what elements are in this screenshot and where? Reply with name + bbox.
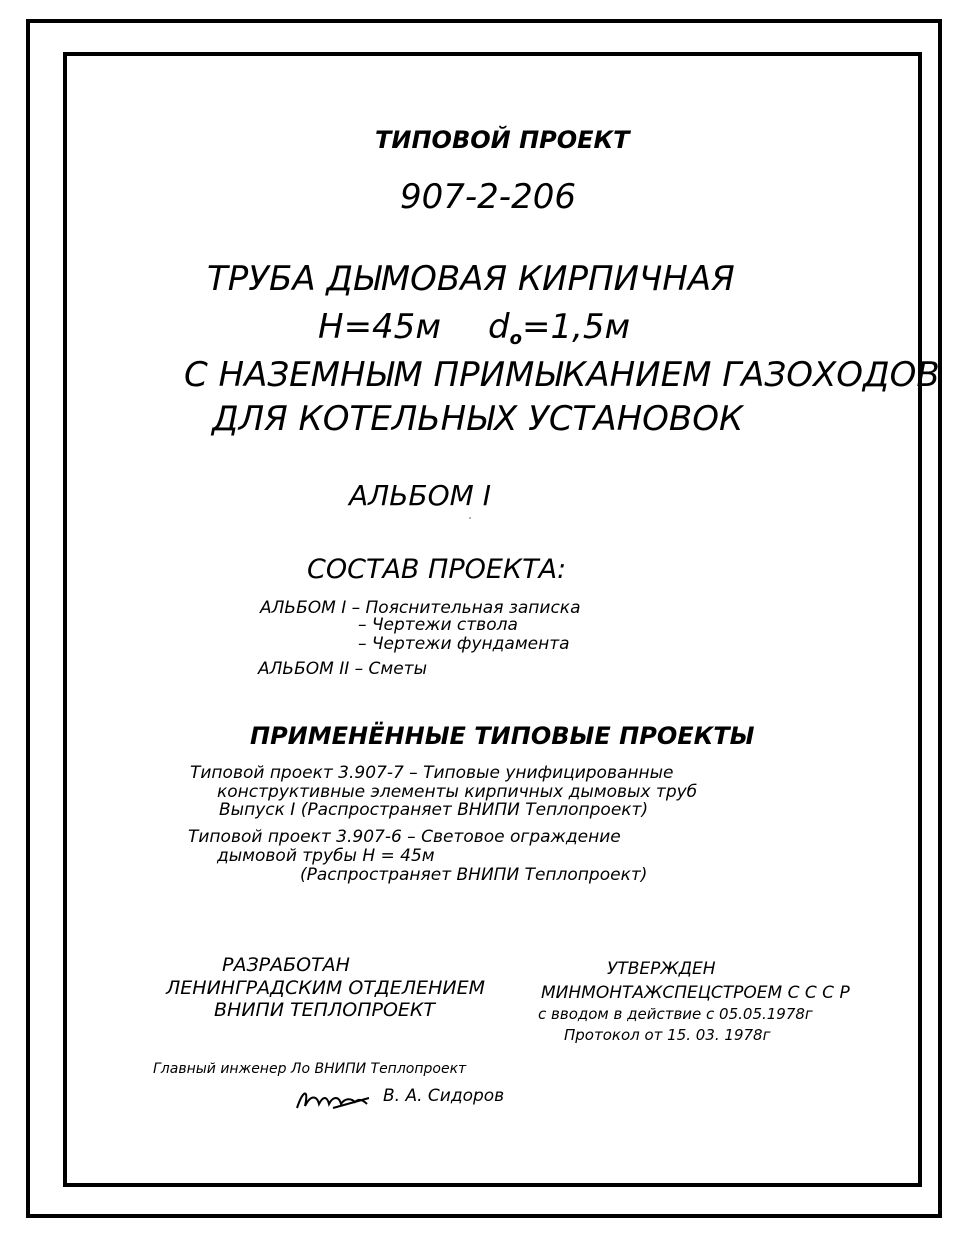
applied-line: Выпуск I (Распространяет ВНИПИ Теплопроект) [219,800,649,820]
composition-heading: СОСТАВ ПРОЕКТА: [307,554,567,585]
handwritten-signature [293,1084,373,1114]
approved-line: с вводом в действие с 05.05.1978г [538,1005,813,1023]
composition-line: АЛЬБОМ II – Сметы [258,659,428,679]
developed-line: ВНИПИ ТЕПЛОПРОЕКТ [214,999,436,1021]
project-number: 907-2-206 [400,177,576,217]
signatory-name: В. А. Сидоров [383,1086,505,1106]
chief-engineer-line: Главный инженер Ло ВНИПИ Теплопроект [153,1061,467,1077]
smudge [469,517,471,519]
approved-line: УТВЕРЖДЕН [607,959,716,979]
developed-line: РАЗРАБОТАН [222,954,350,976]
project-type-label: ТИПОВОЙ ПРОЕКТ [375,126,630,154]
applied-line: конструктивные элементы кирпичных дымовых труб [217,782,698,802]
title-line-3: С НАЗЕМНЫМ ПРИМЫКАНИЕМ ГАЗОХОДОВ [184,355,940,395]
title-diameter [488,307,631,349]
applied-line: Типовой проект 3.907-6 – Световое ограждение [188,827,621,847]
album-label: АЛЬБОМ I [349,479,491,512]
diameter-symbol: d [488,307,510,347]
diameter-value: =1,5м [521,307,631,347]
composition-line: – Чертежи фундамента [358,634,570,654]
title-line-4: ДЛЯ КОТЕЛЬНЫХ УСТАНОВОК [212,399,744,439]
composition-line: АЛЬБОМ I – Пояснительная записка [260,598,581,618]
applied-line: Типовой проект 3.907-7 – Типовые унифицированные [190,763,674,783]
title-line-1: ТРУБА ДЫМОВАЯ КИРПИЧНАЯ [207,259,735,299]
applied-heading: ПРИМЕНЁННЫЕ ТИПОВЫЕ ПРОЕКТЫ [250,722,755,750]
applied-line: (Распространяет ВНИПИ Теплопроект) [300,865,648,885]
developed-line: ЛЕНИНГРАДСКИМ ОТДЕЛЕНИЕМ [166,977,485,999]
title-height: Н=45м [318,307,441,347]
approved-line: Протокол от 15. 03. 1978г [564,1026,771,1044]
approved-line: МИНМОНТАЖСПЕЦСТРОЕМ С С С Р [541,983,850,1003]
applied-line: дымовой трубы Н = 45м [217,846,435,866]
composition-line: – Чертежи ствола [358,615,518,635]
diameter-subscript: o [509,328,522,349]
